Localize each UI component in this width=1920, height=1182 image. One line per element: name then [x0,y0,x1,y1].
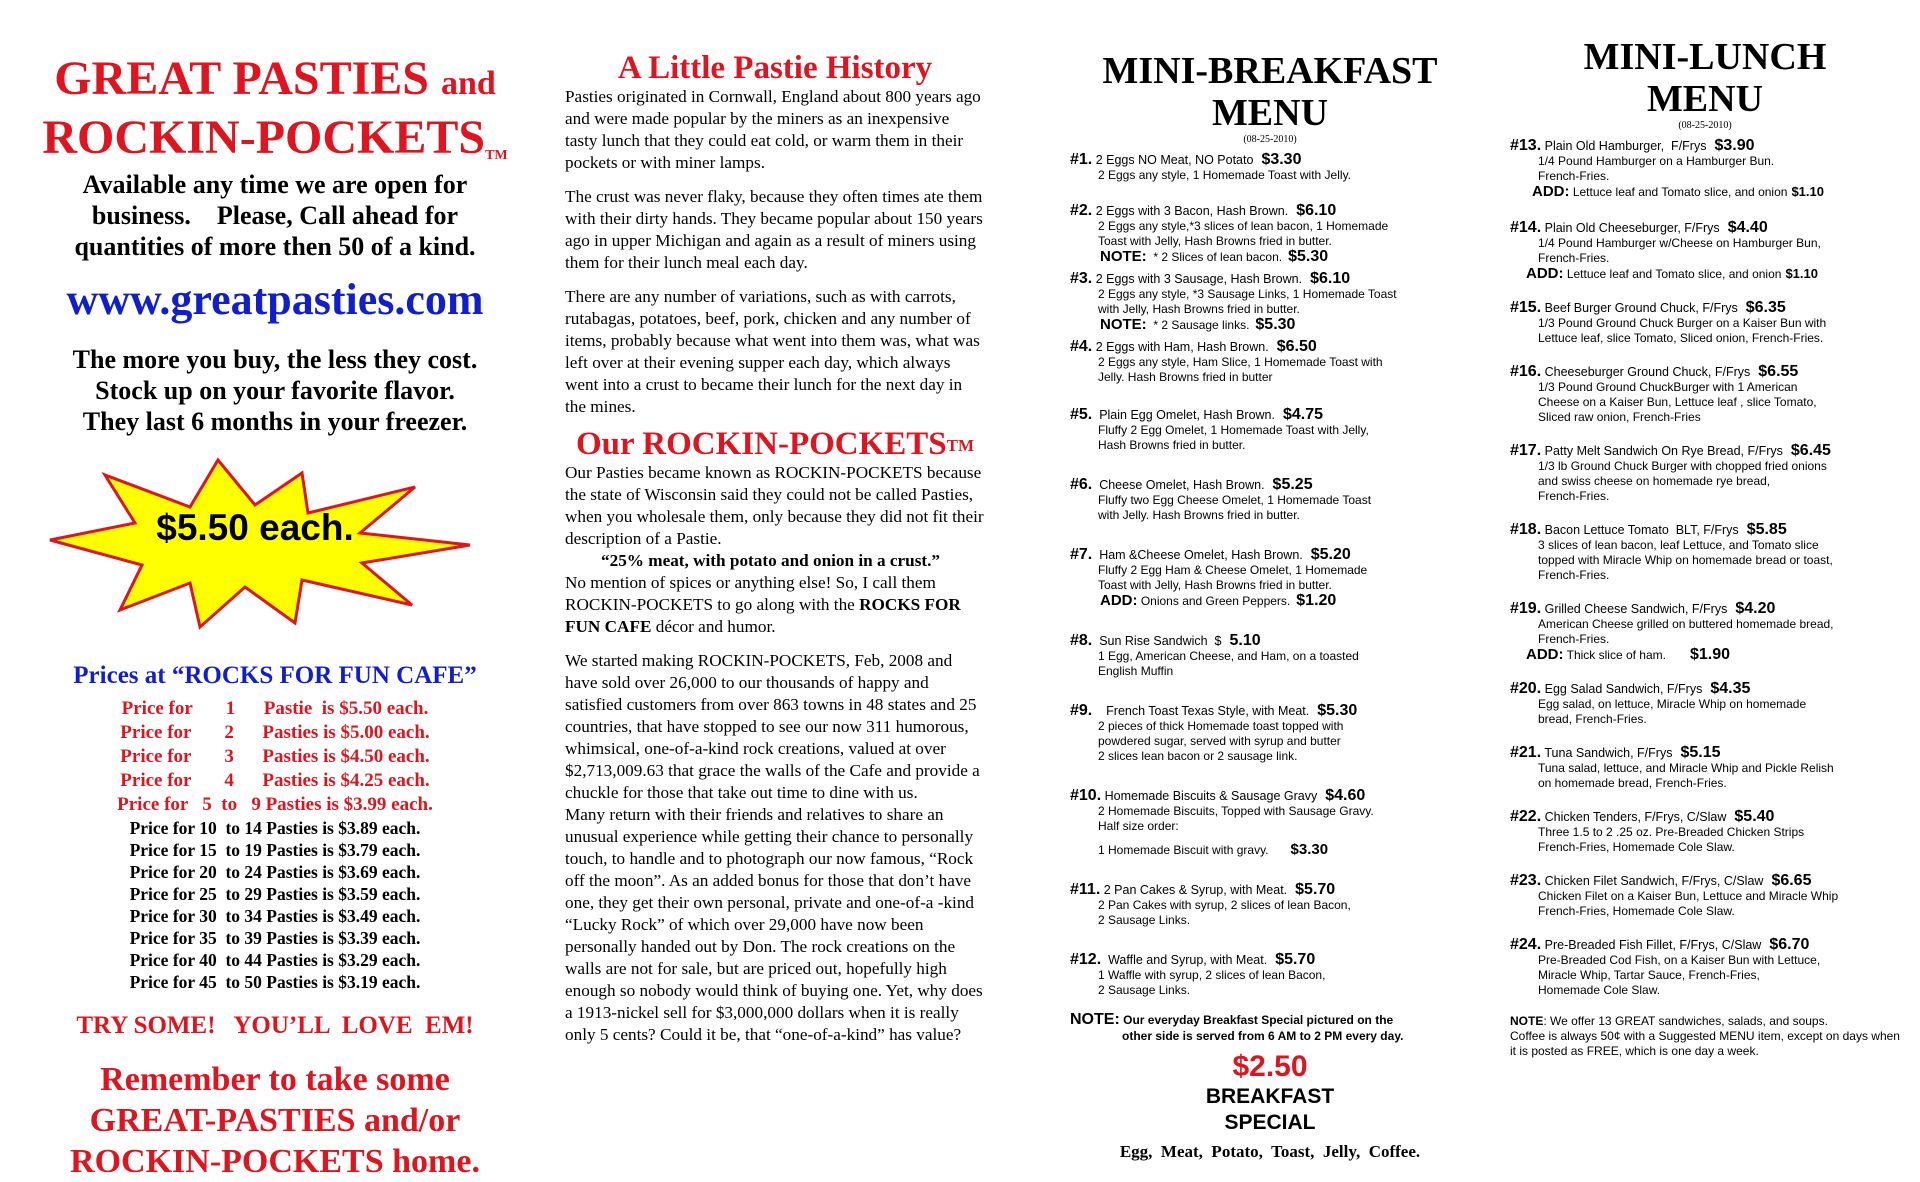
history-paragraph: There are any number of variations, such as with carrots, rutabagas, potatoes, beef, pork, chicken and any number of items, probably because what went into them was, what was left over at their evening supper each day, which always went into a crust to became their lunch for the next day in the mines. [565,287,980,416]
item-price: $3.30 [1261,151,1302,168]
add-label: ADD: [1532,183,1570,200]
menu-item-header [1510,937,1900,953]
note-label: NOTE: [1070,1011,1120,1028]
item-price: 5.10 [1229,632,1261,649]
item-description: Tuna salad, lettuce, and Miracle Whip and Pickle Relish on homemade bread, French-Fries. [1538,761,1834,790]
half-order [1070,842,1470,858]
item-name: Bacon Lettuce Tomato BLT, F/Frys [1541,523,1739,537]
menu-item [1070,952,1470,998]
price-row: Price for 1 Pastie is $5.50 each. [121,698,429,719]
rockin-text: décor and humor. [651,617,776,636]
item-price: $6.55 [1758,363,1799,380]
item-price: $5.30 [1317,702,1358,719]
price-row: Price for 35 to 39 Pasties is $3.39 each. [129,928,421,948]
item-name: Cheese Omelet, Hash Brown. [1092,478,1265,492]
item-name: Homemade Biscuits & Sausage Gravy [1101,789,1318,803]
menu-item [1510,522,1900,583]
breakfast-menu [1070,0,1470,1166]
add-text: Lettuce leaf and Tomato slice, and onion [1563,267,1782,281]
special-price: $2.50 [1232,1050,1308,1083]
item-number: #21. [1510,744,1542,761]
item-description: 1/4 Pound Hamburger w/Cheese on Hamburger Bun, French-Fries. [1538,236,1821,265]
foot-text: : We offer 13 GREAT sandwiches, salads, and soups. [1543,1014,1828,1028]
menu-item [1510,443,1900,504]
avail-line: quantities of more then 50 of a kind. [74,232,476,261]
item-note [1070,593,1470,609]
lunch-title-1: MINI-LUNCH [1583,36,1827,78]
started-paragraph: We started making ROCKIN-POCKETS, Feb, 2008 and have sold over 26,000 to our thousands of happy and satisfied customers from over 863 towns in 48 states and 25 countries, that have stopped to see our now 311 humorous, whimsical, one-of-a-kind rock creations, valued at over $2,713,009.63 that grace the walls of the Cafe and provide a chuckle for those that take out time to dine with us. [565,651,980,802]
item-number: #23. [1510,872,1542,889]
menu-item-header [1070,203,1470,219]
item-number: #24. [1510,936,1542,953]
menu-item [1070,788,1470,858]
menu-item-header [1070,633,1470,649]
item-name: Egg Salad Sandwich, F/Frys [1541,682,1703,696]
price-row: Price for 45 to 50 Pasties is $3.19 each. [129,972,421,992]
item-price: $3.90 [1714,137,1755,154]
menu-item [1070,477,1470,523]
special-line-2: SPECIAL [1224,1111,1316,1134]
title-line-2: ROCKIN-POCKETS [42,111,486,164]
menu-item [1070,339,1470,385]
menu-item-header [1070,882,1470,898]
menu-item [1510,364,1900,425]
item-description: 1 Waffle with syrup, 2 slices of lean Bacon, 2 Sausage Links. [1098,968,1326,997]
price-row: Price for 10 to 14 Pasties is $3.89 each. [129,818,421,838]
item-price: $4.20 [1735,600,1776,617]
item-description: 1 Egg, American Cheese, and Ham, on a toasted English Muffin [1098,649,1359,678]
history-title: A Little Pastie History [617,50,933,86]
more-line: Stock up on your favorite flavor. [95,376,455,405]
breakfast-title-1: MINI-BREAKFAST [1102,50,1438,92]
title-line-2-wrap [40,111,510,165]
item-description: Chicken Filet on a Kaiser Bun, Lettuce and Miracle Whip French-Fries, Homemade Cole Slaw. [1538,889,1839,918]
item-number: #20. [1510,680,1542,697]
breakfast-note [1070,1012,1470,1044]
item-name: Plain Old Hamburger, F/Frys [1541,139,1707,153]
menu-item-header [1510,809,1900,825]
menu-item [1070,271,1470,333]
item-description: 3 slices of lean bacon, leaf Lettuce, and Tomato slice topped with Miracle Whip on homemade bread or toast, French-Fries. [1538,538,1833,582]
remember-text [40,1059,510,1182]
note-text: * 2 Sausage links. [1146,318,1250,332]
remember-line: GREAT-PASTIES and/or [89,1102,461,1139]
menu-item [1070,882,1470,928]
history-column [565,0,985,1166]
menu-item-header [1510,522,1900,538]
menu-item-header [1510,300,1900,316]
item-number: #3. [1070,270,1093,287]
main-title [40,52,510,111]
menu-item-header [1510,681,1900,697]
price-row: Price for 5 to 9 Pasties is $3.99 each. [117,794,433,815]
menu-item [1510,300,1900,346]
note-label: NOTE: [1100,316,1147,333]
menu-item [1510,601,1900,663]
half-order-text: 1 Homemade Biscuit with gravy. [1098,843,1269,857]
item-name: 2 Eggs NO Meat, NO Potato [1092,153,1254,167]
price-row: Price for 30 to 34 Pasties is $3.49 each. [129,906,421,926]
item-add [1510,266,1900,282]
item-number: #1. [1070,151,1093,168]
item-name: Plain Egg Omelet, Hash Brown. [1092,408,1275,422]
item-number: #19. [1510,600,1542,617]
item-name: Patty Melt Sandwich On Rye Bread, F/Frys [1541,444,1783,458]
menu-item [1070,407,1470,453]
foot-text: Coffee is always 50¢ with a Suggested MENU item, except on days when it is posted as FREE, which is one day a week. [1510,1029,1900,1058]
lunch-date: (08-25-2010) [1678,120,1732,131]
prices-header: Prices at “ROCKS FOR FUN CAFE” [73,662,477,689]
item-price: $5.70 [1295,881,1336,898]
special-line-1: BREAKFAST [1205,1085,1335,1108]
trademark: TM [485,148,508,163]
item-number: #17. [1510,442,1542,459]
menu-item-header [1510,138,1900,154]
menu-item-header [1070,788,1470,804]
item-name: Plain Old Cheeseburger, F/Frys [1541,221,1720,235]
item-name: Cheeseburger Ground Chuck, F/Frys [1541,365,1751,379]
item-number: #18. [1510,521,1542,538]
item-number: #22. [1510,808,1542,825]
lunch-title-2: MENU [1646,78,1764,120]
item-name: Chicken Tenders, F/Frys, C/Slaw [1541,810,1727,824]
item-description: 2 Eggs any style, *3 Sausage Links, 1 Homemade Toast with Jelly, Hash Browns fried in butter. [1098,287,1397,316]
item-price: $6.10 [1310,270,1351,287]
note-text: Our everyday Breakfast Special pictured on the [1119,1013,1394,1027]
item-description: Pre-Breaded Cod Fish, on a Kaiser Bun with Lettuce, Miracle Whip, Tartar Sauce, French-Fries, Homemade Cole Slaw. [1538,953,1821,997]
price-row: Price for 4 Pasties is $4.25 each. [120,770,430,791]
pasties-column [40,0,510,1180]
menu-item-header [1070,547,1470,563]
title-line-1: GREAT PASTIES [54,52,429,105]
item-description: 2 pieces of thick Homemade toast topped with powdered sugar, served with syrup and butter 2 slices lean bacon or 2 sausage link. [1098,719,1344,763]
note-label: ADD: [1100,592,1138,609]
item-description: 2 Eggs any style, Ham Slice, 1 Homemade Toast with Jelly. Hash Browns fried in butter [1098,355,1383,384]
item-number: #2. [1070,202,1093,219]
menu-item-header [1510,873,1900,889]
trademark: TM [946,436,975,455]
item-name: French Toast Texas Style, with Meat. [1092,704,1310,718]
breakfast-date: (08-25-2010) [1243,134,1297,145]
item-name: Ham &Cheese Omelet, Hash Brown. [1092,548,1303,562]
item-description: 2 Pan Cakes with syrup, 2 slices of lean Bacon, 2 Sausage Links. [1098,898,1351,927]
item-number: #10. [1070,787,1102,804]
item-number: #13. [1510,137,1542,154]
item-number: #15. [1510,299,1542,316]
history-paragraph: Pasties originated in Cornwall, England about 800 years ago and were made popular by the miners as an inexpensive tasty lunch that they could eat cold, or warm them in their pockets or with miner lamps. [565,87,981,172]
item-add [1510,184,1900,200]
item-number: #9. [1070,702,1093,719]
menu-item-header [1510,220,1900,236]
item-name: Waffle and Syrup, with Meat. [1101,953,1268,967]
item-add [1510,647,1900,663]
menu-item [1070,703,1470,764]
item-name: Tuna Sandwich, F/Frys [1541,746,1673,760]
menu-item [1510,809,1900,855]
rockin-paragraph [565,462,985,638]
price-row: Price for 15 to 19 Pasties is $3.79 each. [129,840,421,860]
item-price: $5.70 [1275,951,1316,968]
menu-item-header [1070,339,1470,355]
item-price: $6.65 [1771,872,1812,889]
add-price: $1.10 [1791,184,1824,199]
menu-item [1510,220,1900,282]
item-price: $4.35 [1710,680,1751,697]
menu-item-header [1070,271,1470,287]
item-description: Fluffy 2 Egg Omelet, 1 Homemade Toast with Jelly, Hash Browns fried in butter. [1098,423,1369,452]
item-description: 1/3 Pound Ground ChuckBurger with 1 American Cheese on a Kaiser Bun, Lettuce leaf , slice Tomato, Sliced raw onion, French-Fries [1538,380,1817,424]
more-line: The more you buy, the less they cost. [72,345,478,374]
item-price: $5.20 [1310,546,1351,563]
item-name: Chicken Filet Sandwich, F/Frys, C/Slaw [1541,874,1764,888]
menu-item [1070,547,1470,609]
avail-line: business. Please, Call ahead for [91,201,459,230]
availability-text [40,169,510,262]
cafe-name: ROCKS FOR FUN CAFE [565,595,961,636]
remember-line: Remember to take some [100,1061,450,1098]
item-price: $5.15 [1680,744,1721,761]
add-text: Thick slice of ham. [1563,648,1666,662]
more-you-buy-text [40,344,510,437]
rockin-title-wrap [565,426,985,462]
note-text: * 2 Slices of lean bacon. [1146,250,1283,264]
menu-item [1510,937,1900,998]
try-some-text: TRY SOME! YOU’LL LOVE EM! [76,1012,474,1039]
avail-line: Available any time we are open for [82,170,468,199]
item-description: 2 Eggs any style, 1 Homemade Toast with Jelly. [1098,168,1352,182]
menu-item-header [1070,952,1470,968]
menu-item [1510,681,1900,727]
item-description: Fluffy 2 Egg Ham & Cheese Omelet, 1 Homemade Toast with Jelly, Hash Browns fried in butter. [1098,563,1368,592]
price-row: Price for 2 Pasties is $5.00 each. [120,722,430,743]
rockin-text: Our Pasties became known as ROCKIN-POCKETS because the state of Wisconsin said they could not be called Pasties, when you wholesale them, only because they did not fit their description of a Pastie. [565,463,984,548]
item-number: #11. [1070,881,1101,898]
menu-item-header [1510,601,1900,617]
item-description: 1/3 lb Ground Chuck Burger with chopped fried onions and swiss cheese on homemade rye bread, French-Fries. [1538,459,1827,503]
add-price: $1.10 [1785,266,1818,281]
item-name: 2 Eggs with Ham, Hash Brown. [1092,340,1269,354]
item-price: $5.25 [1272,476,1313,493]
foot-label: NOTE [1510,1014,1544,1028]
item-price: $6.50 [1276,338,1317,355]
return-paragraph: Many return with their friends and relatives to share an unusual experience while getting their chance to personally touch, to handle and to photograph our now famous, “Rock off the moon”. As an added bonus for those that don’t have one, they get their own personal, private and one-of-a -kind “Lucky Rock” of which over 29,000 have now been personally handed out by Don. The rock creations on the walls are not for sale, but are priced out, hopefully high enough so nobody would think of buying one. Yet, why does a 1913-nickel sell for $3,000,000 dollars when it is really only 5 cents? Could it be, that “one-of-a-kind” has value? [565,805,983,1044]
item-description: 2 Homemade Biscuits, Topped with Sausage Gravy. Half size order: [1098,804,1374,833]
special-contents: Egg, Meat, Potato, Toast, Jelly, Coffee. [1119,1142,1421,1161]
rockin-quote: “25% meat, with potato and onion in a crust.” [601,551,940,570]
menu-item-header [1510,443,1900,459]
add-text: Lettuce leaf and Tomato slice, and onion [1569,185,1788,199]
menu-item-header [1510,364,1900,380]
menu-item [1070,152,1470,183]
item-description: 2 Eggs any style,*3 slices of lean bacon, 1 Homemade Toast with Jelly, Hash Browns fried in butter. [1098,219,1389,248]
note-label: NOTE: [1100,248,1147,265]
title-and: and [440,65,496,102]
item-price: $6.45 [1790,442,1831,459]
note-price: $5.30 [1288,248,1329,265]
item-note [1070,317,1470,333]
add-price: $1.90 [1689,646,1731,663]
rockin-title: Our ROCKIN-POCKETS [575,426,947,462]
rockin-text: No mention of spices or anything else! So, I call them ROCKIN-POCKETS to go along with the [565,573,936,614]
item-number: #8. [1070,632,1093,649]
item-note [1070,249,1470,265]
item-name: Grilled Cheese Sandwich, F/Frys [1541,602,1728,616]
item-number: #5. [1070,406,1093,423]
price-row: Price for 25 to 29 Pasties is $3.59 each. [129,884,421,904]
menu-item-header [1070,477,1470,493]
menu-item [1510,873,1900,919]
menu-item-header [1070,407,1470,423]
item-name: Beef Burger Ground Chuck, F/Frys [1541,301,1738,315]
item-description: Fluffy two Egg Cheese Omelet, 1 Homemade Toast with Jelly. Hash Browns fried in butter. [1098,493,1372,522]
note-text: Onions and Green Peppers. [1137,594,1291,608]
item-number: #12. [1070,951,1102,968]
note-price: $5.30 [1255,316,1296,333]
menu-item [1070,203,1470,265]
lunch-footer [1510,1014,1900,1059]
note-text: other side is served from 6 AM to 2 PM every day. [1122,1029,1404,1043]
item-description: Three 1.5 to 2 .25 oz. Pre-Breaded Chicken Strips French-Fries, Homemade Cole Slaw. [1538,825,1805,854]
website-link[interactable]: www.greatpasties.com [66,275,484,324]
item-number: #4. [1070,338,1093,355]
item-name: Sun Rise Sandwich $ [1092,634,1222,648]
item-name: 2 Eggs with 3 Sausage, Hash Brown. [1092,272,1303,286]
item-description: 1/3 Pound Ground Chuck Burger on a Kaiser Bun with Lettuce leaf, slice Tomato, Sliced onion, French-Fries. [1538,316,1827,345]
half-order-price: $3.30 [1290,841,1329,858]
price-row: Price for 20 to 24 Pasties is $3.69 each. [129,862,421,882]
item-number: #16. [1510,363,1542,380]
burst-price: $5.50 each. [156,507,354,548]
item-price: $4.40 [1727,219,1768,236]
menu-item [1070,633,1470,679]
item-number: #7. [1070,546,1093,563]
note-price: $1.20 [1296,592,1337,609]
item-price: $4.75 [1282,406,1324,423]
more-line: They last 6 months in your freezer. [82,407,468,436]
menu-item-header [1070,703,1470,719]
history-paragraph: The crust was never flaky, because they often times ate them with their dirty hands. They became popular about 150 years ago in upper Michigan and again as a result of miners using them for their lunch meal each day. [565,187,983,272]
menu-item-header [1510,745,1900,761]
item-number: #6. [1070,476,1093,493]
item-description: American Cheese grilled on buttered homemade bread, French-Fries. [1538,617,1834,646]
breakfast-title-2: MENU [1211,92,1329,134]
item-name: 2 Eggs with 3 Bacon, Hash Brown. [1092,204,1289,218]
item-name: 2 Pan Cakes & Syrup, with Meat. [1100,883,1288,897]
item-price: $5.85 [1746,521,1787,538]
price-row: Price for 3 Pasties is $4.50 each. [120,746,430,767]
price-starburst [40,455,510,635]
lunch-items [1510,138,1900,998]
price-row: Price for 40 to 44 Pasties is $3.29 each. [129,950,421,970]
item-price: $6.35 [1745,299,1786,316]
menu-item [1510,138,1900,200]
remember-line: ROCKIN-POCKETS home. [70,1143,480,1180]
item-price: $4.60 [1325,787,1366,804]
item-price: $6.70 [1769,936,1810,953]
item-price: $5.40 [1734,808,1775,825]
item-description: 1/4 Pound Hamburger on a Hamburger Bun. French-Fries. [1538,154,1775,183]
breakfast-items [1070,152,1470,998]
item-description: Egg salad, on lettuce, Miracle Whip on homemade bread, French-Fries. [1538,697,1807,726]
item-price: $6.10 [1296,202,1337,219]
menu-item-header [1070,152,1470,168]
price-list [40,697,510,993]
lunch-menu [1510,0,1900,1166]
add-label: ADD: [1526,265,1564,282]
menu-item [1510,745,1900,791]
add-label: ADD: [1526,646,1564,663]
item-number: #14. [1510,219,1542,236]
item-name: Pre-Breaded Fish Fillet, F/Frys, C/Slaw [1541,938,1762,952]
